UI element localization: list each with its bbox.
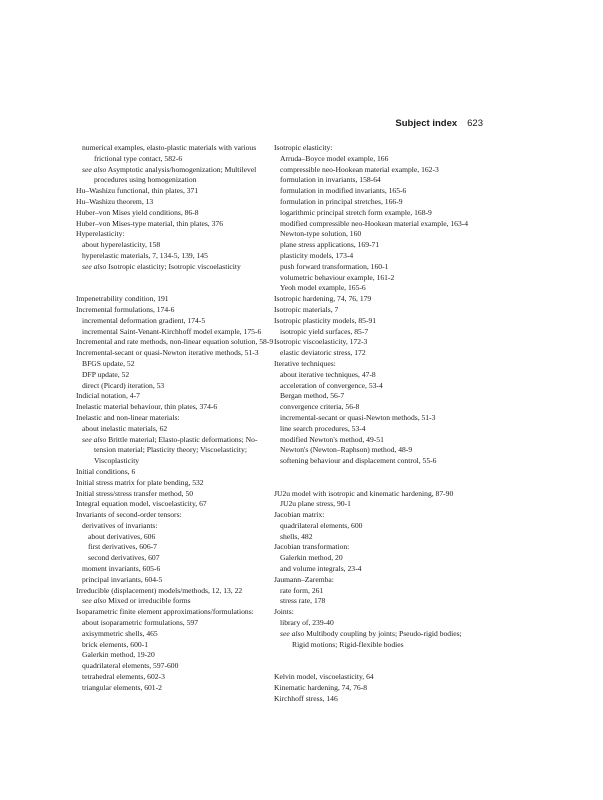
index-entry	[76, 467, 274, 478]
index-entry	[280, 391, 472, 402]
index-entry	[274, 294, 472, 305]
index-entry	[88, 553, 274, 564]
index-entry	[76, 510, 274, 521]
index-entry-text: Asymptotic analysis/homogenization; Multilevel procedures using homogenization	[94, 164, 257, 185]
index-entry-text: Kelvin model, viscoelasticity, 64	[274, 672, 374, 682]
index-entry	[82, 672, 274, 683]
index-entry	[82, 240, 274, 251]
index-entry	[76, 186, 274, 197]
index-entry	[76, 478, 274, 489]
index-entry-text: Isoparametric finite element approximations/formulations:	[76, 607, 254, 617]
index-entry-text: JU2u plane stress, 90-1	[280, 499, 351, 509]
index-entry-text: modified compressible neo-Hookean material example, 163-4	[280, 218, 469, 228]
index-entry	[280, 273, 472, 284]
index-entry-text: Jacobian matrix:	[274, 510, 325, 520]
index-entry	[280, 456, 472, 467]
index-entry	[280, 499, 472, 510]
index-entry-text: compressible neo-Hookean material example, 162-3	[280, 164, 439, 174]
index-entry	[76, 337, 274, 348]
index-entry-text: hyperelastic materials, 7, 134-5, 139, 145	[82, 250, 208, 260]
index-entry-text: plasticity models, 173-4	[280, 250, 354, 260]
index-entry	[82, 424, 274, 435]
index-entry	[82, 596, 274, 607]
index-entry-text: elastic deviatoric stress, 172	[280, 348, 366, 358]
index-entry	[280, 262, 472, 273]
index-entry	[274, 672, 472, 683]
index-entry	[280, 197, 472, 208]
index-entry-text: push forward transformation, 160-1	[280, 261, 389, 271]
index-entry-text: about isoparametric formulations, 597	[82, 618, 198, 628]
index-entry	[280, 521, 472, 532]
index-entry	[82, 629, 274, 640]
index-entry-text: Invariants of second-order tensors:	[76, 510, 182, 520]
index-entry-text: Hu–Washizu functional, thin plates, 371	[76, 186, 199, 196]
index-entry-text: principal invariants, 604-5	[82, 574, 163, 584]
index-entry	[76, 499, 274, 510]
index-entry-text: DFP update, 52	[82, 369, 130, 379]
index-entry-text: Yeoh model example, 165-6	[280, 283, 366, 293]
index-entry-text: Joints:	[274, 607, 294, 617]
index-entry-text: incremental-secant or quasi-Newton methods, 51-3	[280, 412, 436, 422]
index-entry	[82, 618, 274, 629]
running-header	[395, 118, 483, 129]
index-entry-text: and volume integrals, 23-4	[280, 564, 362, 574]
index-entry	[76, 305, 274, 316]
index-entry-text: about inelastic materials, 62	[82, 423, 168, 433]
index-entry-text: Isotropic materials, 7	[274, 304, 339, 314]
index-entry	[82, 165, 274, 187]
index-entry-text: Incremental and rate methods, non-linear equation solution, 58-9	[76, 337, 274, 347]
index-entry	[280, 240, 472, 251]
index-entry-text: Galerkin method, 19-20	[82, 650, 155, 660]
index-entry-text: Huber–von Mises-type material, thin plates, 376	[76, 218, 223, 228]
index-entry	[280, 251, 472, 262]
see-also-label: see also	[82, 596, 107, 606]
index-entry	[82, 564, 274, 575]
index-entry	[280, 532, 472, 543]
index-entry	[280, 175, 472, 186]
index-entry	[274, 607, 472, 618]
index-entry-text: numerical examples, elasto-plastic materials with various frictional type contact, 582-6	[82, 143, 257, 163]
index-entry-text: Initial stress/stress transfer method, 50	[76, 488, 194, 498]
index-entry-text: Newton-type solution, 160	[280, 229, 362, 239]
index-entry	[82, 370, 274, 381]
index-entry-text: softening behaviour and displacement control, 55-6	[280, 456, 437, 466]
index-entry	[274, 575, 472, 586]
index-entry	[274, 316, 472, 327]
index-entry-text: formulation in principal stretches, 166-9	[280, 196, 403, 206]
index-entry	[76, 348, 274, 359]
index-entry-text: volumetric behaviour example, 161-2	[280, 272, 395, 282]
index-entry	[76, 607, 274, 618]
index-entry	[280, 219, 472, 230]
index-entry	[82, 661, 274, 672]
index-entry	[280, 370, 472, 381]
index-entry-text: convergence criteria, 56-8	[280, 402, 360, 412]
index-entry-text: Isotropic elasticity:	[274, 143, 333, 152]
index-entry-text: Iterative techniques:	[274, 358, 336, 368]
index-entry	[82, 316, 274, 327]
index-entry	[76, 294, 274, 305]
index-entry	[82, 683, 274, 694]
index-column-right	[274, 143, 472, 704]
index-entry-text: acceleration of convergence, 53-4	[280, 380, 383, 390]
index-entry-text: Newton's (Newton–Raphson) method, 48-9	[280, 445, 413, 455]
index-entry-text: formulation in invariants, 158-64	[280, 175, 381, 185]
index-entry	[82, 262, 274, 273]
index-entry	[280, 154, 472, 165]
index-entry	[82, 640, 274, 651]
index-entry-text: Inelastic material behaviour, thin plates, 374-6	[76, 402, 218, 412]
index-entry-text: Hu–Washizu theorem, 13	[76, 196, 154, 206]
index-entry	[280, 586, 472, 597]
index-entry	[76, 219, 274, 230]
index-entry	[280, 327, 472, 338]
index-entry	[280, 413, 472, 424]
index-entry-text: Multibody coupling by joints; Pseudo-rigid bodies; Rigid motions; Rigid-flexible bodies	[292, 628, 462, 649]
index-entry	[280, 283, 472, 294]
index-entry	[274, 305, 472, 316]
index-column-left	[76, 143, 274, 694]
index-entry	[76, 208, 274, 219]
index-entry	[280, 186, 472, 197]
index-entry-text: plane stress applications, 169-71	[280, 240, 380, 250]
index-entry	[280, 348, 472, 359]
index-entry	[76, 391, 274, 402]
index-entry-text: quadrilateral elements, 600	[280, 520, 363, 530]
index-entry-text: quadrilateral elements, 597-600	[82, 661, 179, 671]
index-entry-text: modified Newton's method, 49-51	[280, 434, 384, 444]
index-entry-text: Impenetrability condition, 191	[76, 294, 169, 304]
index-entry	[274, 542, 472, 553]
index-entry-text: Inelastic and non-linear materials:	[76, 412, 180, 422]
index-entry-text: Huber–von Mises yield conditions, 86-8	[76, 207, 199, 217]
index-entry-text: triangular elements, 601-2	[82, 682, 162, 692]
index-entry-text: about hyperelasticity, 158	[82, 240, 161, 250]
index-entry	[76, 413, 274, 424]
index-entry-text: about derivatives, 606	[88, 531, 156, 541]
index-entry-text: Isotropic hardening, 74, 76, 179	[274, 294, 372, 304]
index-entry-text: moment invariants, 605-6	[82, 564, 161, 574]
index-entry	[82, 575, 274, 586]
index-entry-text: second derivatives, 607	[88, 553, 160, 563]
index-entry-text: direct (Picard) iteration, 53	[82, 380, 165, 390]
index-entry	[76, 197, 274, 208]
index-entry	[82, 435, 274, 467]
index-entry	[280, 229, 472, 240]
page-number: 623	[467, 118, 483, 129]
index-entry-text: Indicial notation, 4-7	[76, 391, 140, 401]
index-entry	[280, 435, 472, 446]
index-entry	[82, 650, 274, 661]
index-entry-text: formulation in modified invariants, 165-6	[280, 186, 407, 196]
index-entry	[280, 596, 472, 607]
index-entry	[280, 165, 472, 176]
index-entry	[274, 694, 472, 705]
index-entry-text: Jacobian transformation:	[274, 542, 350, 552]
see-also-label: see also	[280, 628, 305, 638]
index-entry-text: Hyperelasticity:	[76, 229, 125, 239]
index-entry-text: Mixed or irreducible forms	[108, 596, 191, 606]
index-entry-text: Isotropic plasticity models, 85-91	[274, 315, 377, 325]
index-entry	[280, 618, 472, 629]
index-entry	[280, 445, 472, 456]
index-entry	[280, 402, 472, 413]
index-entry-text: axisymmetric shells, 465	[82, 628, 158, 638]
index-entry	[88, 532, 274, 543]
index-title: Subject index	[395, 118, 458, 129]
index-entry-text: BFGS update, 52	[82, 358, 135, 368]
index-entry	[76, 489, 274, 500]
index-entry-text: about iterative techniques, 47-8	[280, 369, 376, 379]
index-entry-text: line search procedures, 53-4	[280, 423, 366, 433]
see-also-label: see also	[82, 164, 107, 174]
index-entry	[88, 542, 274, 553]
index-entry	[82, 521, 274, 532]
index-entry	[274, 359, 472, 370]
index-entry	[274, 143, 472, 154]
index-entry	[280, 381, 472, 392]
index-entry-text: Isotropic viscoelasticity, 172-3	[274, 337, 368, 347]
index-entry-text: derivatives of invariants:	[82, 520, 158, 530]
index-entry	[280, 553, 472, 564]
index-entry-text: Kinematic hardening, 74, 76-8	[274, 682, 367, 692]
index-entry-text: first derivatives, 606-7	[88, 542, 157, 552]
index-entry-text: incremental Saint-Venant-Kirchhoff model example, 175-6	[82, 326, 262, 336]
index-entry	[274, 683, 472, 694]
index-entry	[82, 251, 274, 262]
index-entry-text: isotropic yield surfaces, 85-7	[280, 326, 369, 336]
index-entry-text: Jaumann–Zaremba:	[274, 574, 334, 584]
index-entry-text: Initial stress matrix for plate bending, 532	[76, 477, 204, 487]
index-entry	[280, 564, 472, 575]
index-entry-text: brick elements, 600-1	[82, 639, 149, 649]
index-entry	[280, 424, 472, 435]
index-entry-text: Incremental-secant or quasi-Newton iterative methods, 51-3	[76, 348, 259, 358]
index-entry	[82, 359, 274, 370]
index-entry-text: Isotropic elasticity; Isotropic viscoelasticity	[108, 261, 241, 271]
index-entry-text: Integral equation model, viscoelasticity, 67	[76, 499, 207, 509]
index-entry-text: tetrahedral elements, 602-3	[82, 672, 165, 682]
index-entry-text: shells, 482	[280, 531, 313, 541]
index-entry-text: Galerkin method, 20	[280, 553, 343, 563]
index-entry-text: logarithmic principal stretch form example, 168-9	[280, 207, 432, 217]
index-entry-text: Irreducible (displacement) models/methods, 12, 13, 22	[76, 585, 243, 595]
index-entry	[82, 327, 274, 338]
index-entry-text: Bergan method, 56-7	[280, 391, 345, 401]
index-entry	[274, 489, 472, 500]
index-entry-text: Incremental formulations, 174-6	[76, 304, 175, 314]
index-entry-text: incremental deformation gradient, 174-5	[82, 315, 206, 325]
index-entry	[76, 586, 274, 597]
index-entry	[76, 402, 274, 413]
index-entry-text: Kirchhoff stress, 146	[274, 693, 338, 703]
index-entry	[274, 337, 472, 348]
see-also-label: see also	[82, 261, 107, 271]
index-entry	[82, 381, 274, 392]
index-entry-text: library of, 239-40	[280, 618, 334, 628]
index-entry-text: Brittle material; Elasto-plastic deformations; No-tension material; Plasticity theory; Viscoelasticity; Viscoplasticity	[94, 434, 258, 466]
index-entry-text: JU2u model with isotropic and kinematic hardening, 87-90	[274, 488, 454, 498]
index-entry	[82, 143, 274, 165]
index-entry	[280, 629, 472, 651]
index-entry-text: stress rate, 178	[280, 596, 326, 606]
index-entry	[280, 208, 472, 219]
index-entry	[76, 229, 274, 240]
see-also-label: see also	[82, 434, 107, 444]
index-entry	[274, 510, 472, 521]
index-entry-text: rate form, 261	[280, 585, 324, 595]
index-entry-text: Arruda–Boyce model example, 166	[280, 153, 389, 163]
index-entry-text: Initial conditions, 6	[76, 466, 136, 476]
